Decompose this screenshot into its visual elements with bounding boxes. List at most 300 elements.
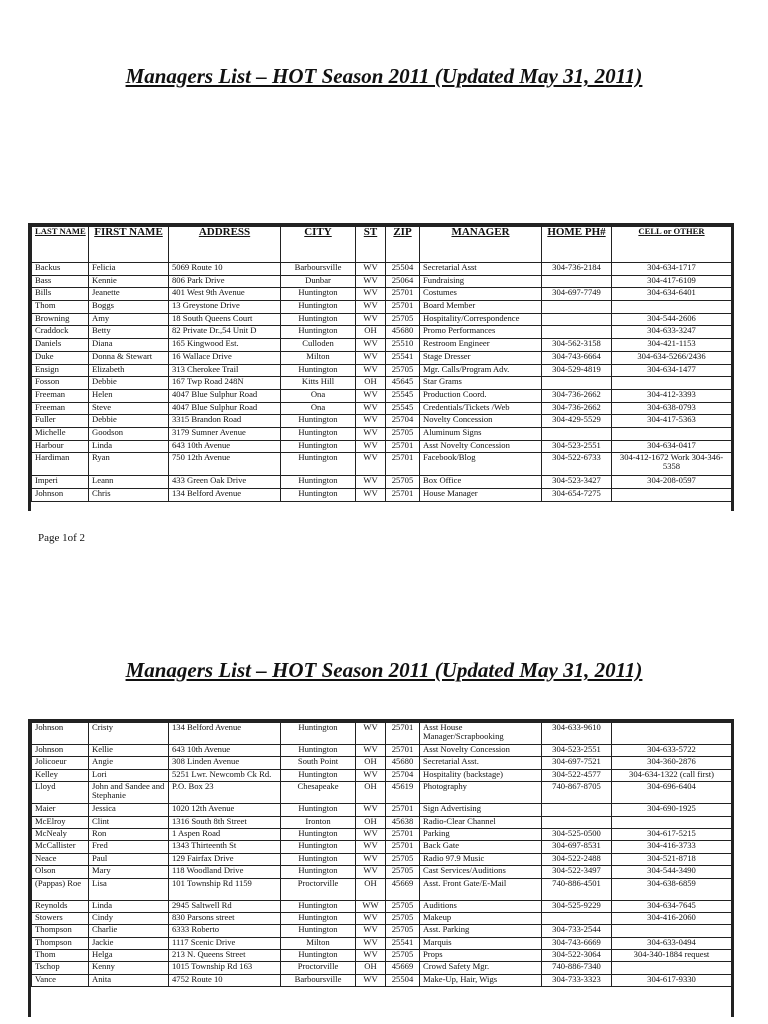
cell-city: Proctorville — [281, 878, 356, 900]
cell-city: Huntington — [281, 489, 356, 502]
cell-last-name: Freeman — [32, 389, 89, 402]
cell-first-name: Diana — [89, 339, 169, 352]
cell-city: Huntington — [281, 313, 356, 326]
cell-home-phone — [542, 804, 612, 816]
cell-state: OH — [356, 782, 386, 804]
cell-home-phone — [542, 912, 612, 924]
cell-first-name: Kenny — [89, 962, 169, 974]
cell-address: 129 Fairfax Drive — [169, 853, 281, 865]
cell-manager: Radio 97.9 Music — [420, 853, 542, 865]
cell-first-name: Kellie — [89, 745, 169, 757]
cell-city: Huntington — [281, 925, 356, 937]
cell-cell-other: 304-634-6401 — [612, 288, 732, 301]
cell-city: Culloden — [281, 339, 356, 352]
cell-cell-other: 304-417-6109 — [612, 275, 732, 288]
cell-state: WV — [356, 925, 386, 937]
cell-city: Barboursville — [281, 263, 356, 276]
cell-manager: Secretarial Asst — [420, 263, 542, 276]
table-row — [32, 263, 732, 276]
cell-manager: Asst Novelty Concession — [420, 745, 542, 757]
cell-home-phone: 304-697-7521 — [542, 757, 612, 769]
cell-first-name: Debbie — [89, 415, 169, 428]
cell-address: 806 Park Drive — [169, 275, 281, 288]
cell-first-name: Linda — [89, 440, 169, 453]
cell-state: WV — [356, 769, 386, 781]
cell-address: 1 Aspen Road — [169, 828, 281, 840]
cell-zip: 25541 — [386, 351, 420, 364]
cell-city: Milton — [281, 937, 356, 949]
cell-zip: 25504 — [386, 263, 420, 276]
cell-last-name: Ensign — [32, 364, 89, 377]
cell-city: South Point — [281, 757, 356, 769]
cell-state: WV — [356, 351, 386, 364]
cell-home-phone: 304-736-2184 — [542, 263, 612, 276]
cell-zip: 45619 — [386, 782, 420, 804]
cell-last-name: Daniels — [32, 339, 89, 352]
cell-home-phone — [542, 377, 612, 390]
cell-cell-other: 304-634-1717 — [612, 263, 732, 276]
header-home-phone: HOME PH# — [542, 227, 612, 263]
cell-last-name: McElroy — [32, 816, 89, 828]
cell-address: 830 Parsons street — [169, 912, 281, 924]
cell-city: Huntington — [281, 427, 356, 440]
table-row — [32, 326, 732, 339]
table-row — [32, 489, 732, 502]
cell-state: WV — [356, 402, 386, 415]
cell-first-name: Lisa — [89, 878, 169, 900]
cell-state: WV — [356, 440, 386, 453]
cell-first-name: Jeanette — [89, 288, 169, 301]
cell-manager: Novelty Concession — [420, 415, 542, 428]
cell-zip: 45645 — [386, 377, 420, 390]
cell-manager: Props — [420, 950, 542, 962]
cell-city: Huntington — [281, 745, 356, 757]
page-title-2: Managers List – HOT Season 2011 (Updated May 31, 2011) — [125, 658, 643, 682]
cell-state: WV — [356, 950, 386, 962]
cell-first-name: Steve — [89, 402, 169, 415]
cell-cell-other: 304-417-5363 — [612, 415, 732, 428]
cell-state: WV — [356, 415, 386, 428]
cell-last-name: McNealy — [32, 828, 89, 840]
cell-first-name: Jessica — [89, 804, 169, 816]
cell-first-name: Felicia — [89, 263, 169, 276]
cell-manager: Parking — [420, 828, 542, 840]
cell-manager: Makeup — [420, 912, 542, 924]
cell-home-phone: 304-522-3497 — [542, 866, 612, 878]
cell-last-name: Jolicoeur — [32, 757, 89, 769]
cell-state: OH — [356, 377, 386, 390]
cell-first-name: Linda — [89, 900, 169, 912]
cell-address: 118 Woodland Drive — [169, 866, 281, 878]
cell-city: Huntington — [281, 769, 356, 781]
cell-first-name: Fred — [89, 841, 169, 853]
table-row — [32, 769, 732, 781]
cell-zip: 25701 — [386, 804, 420, 816]
cell-home-phone: 304-522-4577 — [542, 769, 612, 781]
cell-home-phone: 304-633-9610 — [542, 723, 612, 745]
cell-first-name: Helga — [89, 950, 169, 962]
cell-address: 1343 Thirteenth St — [169, 841, 281, 853]
cell-state: WV — [356, 364, 386, 377]
cell-cell-other — [612, 925, 732, 937]
cell-home-phone: 304-743-6664 — [542, 351, 612, 364]
cell-cell-other: 304-634-7645 — [612, 900, 732, 912]
cell-address: 2945 Saltwell Rd — [169, 900, 281, 912]
header-first-name: FIRST NAME — [89, 227, 169, 263]
table-row — [32, 723, 732, 745]
cell-first-name: Charlie — [89, 925, 169, 937]
cell-cell-other: 304-690-1925 — [612, 804, 732, 816]
cell-address: 167 Twp Road 248N — [169, 377, 281, 390]
cell-last-name: Stowers — [32, 912, 89, 924]
cell-manager: Auditions — [420, 900, 542, 912]
cell-state: WV — [356, 313, 386, 326]
cell-cell-other — [612, 962, 732, 974]
cell-state: OH — [356, 878, 386, 900]
cell-first-name: Paul — [89, 853, 169, 865]
cell-zip: 25545 — [386, 402, 420, 415]
cell-first-name: Debbie — [89, 377, 169, 390]
cell-first-name: Anita — [89, 974, 169, 986]
cell-state: WV — [356, 476, 386, 489]
table-row — [32, 301, 732, 314]
table-row — [32, 288, 732, 301]
cell-address: 1117 Scenic Drive — [169, 937, 281, 949]
cell-cell-other: 304-340-1884 request — [612, 950, 732, 962]
cell-city: Huntington — [281, 301, 356, 314]
cell-last-name: Kelley — [32, 769, 89, 781]
cell-address: 313 Cherokee Trail — [169, 364, 281, 377]
cell-home-phone: 304-525-9229 — [542, 900, 612, 912]
cell-first-name: John and Sandee and Stephanie — [89, 782, 169, 804]
cell-zip: 25064 — [386, 275, 420, 288]
cell-address: 3315 Brandon Road — [169, 415, 281, 428]
cell-address: 82 Private Dr.,54 Unit D — [169, 326, 281, 339]
cell-state: WV — [356, 745, 386, 757]
cell-first-name: Chris — [89, 489, 169, 502]
cell-address: 134 Belford Avenue — [169, 489, 281, 502]
managers-table — [31, 226, 732, 502]
cell-first-name: Helen — [89, 389, 169, 402]
cell-city: Huntington — [281, 415, 356, 428]
table-row — [32, 275, 732, 288]
table-row — [32, 782, 732, 804]
cell-manager: Box Office — [420, 476, 542, 489]
cell-home-phone: 304-743-6669 — [542, 937, 612, 949]
cell-cell-other: 304-638-0793 — [612, 402, 732, 415]
cell-manager: Facebook/Blog — [420, 453, 542, 476]
cell-home-phone: 304-522-2488 — [542, 853, 612, 865]
table-row — [32, 974, 732, 986]
cell-cell-other: 304-617-5215 — [612, 828, 732, 840]
cell-home-phone: 304-733-3323 — [542, 974, 612, 986]
cell-manager: Aluminum Signs — [420, 427, 542, 440]
table-row — [32, 427, 732, 440]
cell-address: 308 Linden Avenue — [169, 757, 281, 769]
cell-city: Barboursville — [281, 974, 356, 986]
cell-city: Huntington — [281, 950, 356, 962]
table-row — [32, 402, 732, 415]
header-address: ADDRESS — [169, 227, 281, 263]
cell-address: 433 Green Oak Drive — [169, 476, 281, 489]
cell-cell-other: 304-633-3247 — [612, 326, 732, 339]
cell-home-phone — [542, 326, 612, 339]
cell-manager: Credentials/Tickets /Web — [420, 402, 542, 415]
cell-state: WV — [356, 723, 386, 745]
cell-last-name: Thompson — [32, 925, 89, 937]
cell-city: Huntington — [281, 476, 356, 489]
cell-first-name: Boggs — [89, 301, 169, 314]
cell-city: Huntington — [281, 828, 356, 840]
cell-first-name: Cindy — [89, 912, 169, 924]
cell-zip: 25504 — [386, 974, 420, 986]
cell-last-name: Browning — [32, 313, 89, 326]
cell-home-phone: 304-523-2551 — [542, 745, 612, 757]
cell-zip: 25701 — [386, 440, 420, 453]
cell-manager: Asst. Parking — [420, 925, 542, 937]
cell-zip: 25705 — [386, 853, 420, 865]
cell-address: 16 Wallace Drive — [169, 351, 281, 364]
cell-city: Huntington — [281, 900, 356, 912]
cell-manager: Asst Novelty Concession — [420, 440, 542, 453]
cell-zip: 25545 — [386, 389, 420, 402]
cell-state: WV — [356, 866, 386, 878]
cell-cell-other: 304-412-3393 — [612, 389, 732, 402]
cell-last-name: Neace — [32, 853, 89, 865]
table-row — [32, 453, 732, 476]
cell-zip: 25701 — [386, 301, 420, 314]
table-row — [32, 900, 732, 912]
cell-last-name: (Pappas) Roe — [32, 878, 89, 900]
table-row — [32, 476, 732, 489]
cell-zip: 45680 — [386, 757, 420, 769]
cell-address: 165 Kingwood Est. — [169, 339, 281, 352]
cell-manager: Sign Advertising — [420, 804, 542, 816]
cell-home-phone: 304-733-2544 — [542, 925, 612, 937]
header-zip: ZIP — [386, 227, 420, 263]
cell-cell-other: 304-412-1672 Work 304-346-5358 — [612, 453, 732, 476]
cell-address: 5069 Route 10 — [169, 263, 281, 276]
cell-city: Huntington — [281, 453, 356, 476]
cell-city: Chesapeake — [281, 782, 356, 804]
cell-zip: 25701 — [386, 489, 420, 502]
cell-last-name: Thompson — [32, 937, 89, 949]
table-row — [32, 816, 732, 828]
cell-zip: 25541 — [386, 937, 420, 949]
cell-address: 13 Greystone Drive — [169, 301, 281, 314]
cell-home-phone: 304-736-2662 — [542, 389, 612, 402]
cell-home-phone: 740-886-4501 — [542, 878, 612, 900]
cell-last-name: Maier — [32, 804, 89, 816]
cell-address: 6333 Roberto — [169, 925, 281, 937]
cell-address: 4047 Blue Sulphur Road — [169, 402, 281, 415]
cell-home-phone: 304-522-3064 — [542, 950, 612, 962]
cell-cell-other: 304-634-5266/2436 — [612, 351, 732, 364]
cell-cell-other: 304-633-0494 — [612, 937, 732, 949]
page-number: Page 1of 2 — [38, 532, 86, 544]
cell-city: Huntington — [281, 440, 356, 453]
cell-state: WV — [356, 489, 386, 502]
cell-manager: Hospitality (backstage) — [420, 769, 542, 781]
table-row — [32, 828, 732, 840]
cell-last-name: Bass — [32, 275, 89, 288]
cell-zip: 25705 — [386, 950, 420, 962]
cell-home-phone — [542, 301, 612, 314]
cell-state: OH — [356, 326, 386, 339]
table-row — [32, 841, 732, 853]
table-row — [32, 339, 732, 352]
cell-last-name: Vance — [32, 974, 89, 986]
cell-city: Huntington — [281, 853, 356, 865]
cell-zip: 25701 — [386, 828, 420, 840]
cell-zip: 25510 — [386, 339, 420, 352]
cell-first-name: Goodson — [89, 427, 169, 440]
header-manager: MANAGER — [420, 227, 542, 263]
cell-state: WW — [356, 900, 386, 912]
table-row — [32, 351, 732, 364]
cell-zip: 25705 — [386, 427, 420, 440]
cell-manager: Production Coord. — [420, 389, 542, 402]
cell-address: 1015 Township Rd 163 — [169, 962, 281, 974]
cell-state: WV — [356, 263, 386, 276]
cell-address: 5251 Lwr. Newcomb Ck Rd. — [169, 769, 281, 781]
cell-address: 4047 Blue Sulphur Road — [169, 389, 281, 402]
cell-manager: Asst House Manager/Scrapbooking — [420, 723, 542, 745]
cell-state: WV — [356, 841, 386, 853]
cell-manager: Promo Performances — [420, 326, 542, 339]
cell-zip: 45638 — [386, 816, 420, 828]
cell-first-name: Angie — [89, 757, 169, 769]
cell-cell-other: 304-544-3490 — [612, 866, 732, 878]
cell-manager: Cast Services/Auditions — [420, 866, 542, 878]
cell-city: Proctorville — [281, 962, 356, 974]
cell-first-name: Ryan — [89, 453, 169, 476]
cell-city: Milton — [281, 351, 356, 364]
cell-manager: Restroom Engineer — [420, 339, 542, 352]
table-row — [32, 950, 732, 962]
cell-zip: 25705 — [386, 866, 420, 878]
header-last-name: LAST NAME — [32, 227, 89, 263]
cell-city: Huntington — [281, 723, 356, 745]
cell-city: Ona — [281, 402, 356, 415]
cell-home-phone: 304-525-0500 — [542, 828, 612, 840]
cell-first-name: Betty — [89, 326, 169, 339]
cell-zip: 25701 — [386, 723, 420, 745]
cell-state: WV — [356, 453, 386, 476]
cell-home-phone: 304-697-7749 — [542, 288, 612, 301]
cell-zip: 45680 — [386, 326, 420, 339]
cell-last-name: Imperi — [32, 476, 89, 489]
cell-manager: Secretarial Asst. — [420, 757, 542, 769]
cell-manager: Photography — [420, 782, 542, 804]
cell-manager: Stage Dresser — [420, 351, 542, 364]
table-row — [32, 878, 732, 900]
table-row — [32, 866, 732, 878]
cell-state: WV — [356, 275, 386, 288]
cell-last-name: Olson — [32, 866, 89, 878]
cell-state: OH — [356, 962, 386, 974]
cell-cell-other: 304-638-6859 — [612, 878, 732, 900]
cell-zip: 25701 — [386, 453, 420, 476]
cell-zip: 25701 — [386, 841, 420, 853]
cell-last-name: Fuller — [32, 415, 89, 428]
table-row — [32, 925, 732, 937]
cell-cell-other — [612, 816, 732, 828]
cell-city: Huntington — [281, 866, 356, 878]
cell-address: 643 10th Avenue — [169, 745, 281, 757]
cell-home-phone: 740-867-8705 — [542, 782, 612, 804]
cell-zip: 25704 — [386, 415, 420, 428]
cell-state: WV — [356, 937, 386, 949]
table-row — [32, 962, 732, 974]
cell-home-phone — [542, 313, 612, 326]
cell-first-name: Jackie — [89, 937, 169, 949]
cell-last-name: Johnson — [32, 489, 89, 502]
cell-manager: Asst. Front Gate/E-Mail — [420, 878, 542, 900]
cell-cell-other: 304-634-1477 — [612, 364, 732, 377]
cell-first-name: Mary — [89, 866, 169, 878]
cell-address: 134 Belford Avenue — [169, 723, 281, 745]
cell-state: WV — [356, 804, 386, 816]
cell-last-name: Harbour — [32, 440, 89, 453]
cell-last-name: Duke — [32, 351, 89, 364]
cell-cell-other: 304-617-9330 — [612, 974, 732, 986]
cell-last-name: Tschop — [32, 962, 89, 974]
cell-cell-other: 304-544-2606 — [612, 313, 732, 326]
cell-last-name: Fosson — [32, 377, 89, 390]
cell-city: Huntington — [281, 364, 356, 377]
cell-zip: 25705 — [386, 925, 420, 937]
managers-table-2 — [31, 722, 732, 987]
cell-cell-other: 304-360-2876 — [612, 757, 732, 769]
cell-home-phone — [542, 275, 612, 288]
cell-last-name: Johnson — [32, 723, 89, 745]
header-city: CITY — [281, 227, 356, 263]
cell-last-name: McCallister — [32, 841, 89, 853]
cell-manager: Make-Up, Hair, Wigs — [420, 974, 542, 986]
cell-last-name: Thom — [32, 301, 89, 314]
table-row — [32, 804, 732, 816]
cell-zip: 25701 — [386, 288, 420, 301]
cell-city: Ironton — [281, 816, 356, 828]
cell-first-name: Ron — [89, 828, 169, 840]
cell-home-phone: 304-736-2662 — [542, 402, 612, 415]
cell-manager: Back Gate — [420, 841, 542, 853]
cell-address: 401 West 9th Avenue — [169, 288, 281, 301]
header-cell-other: CELL or OTHER — [612, 227, 732, 263]
cell-state: WV — [356, 389, 386, 402]
cell-state: WV — [356, 912, 386, 924]
cell-last-name: Bills — [32, 288, 89, 301]
cell-address: 750 12th Avenue — [169, 453, 281, 476]
cell-home-phone: 304-529-4819 — [542, 364, 612, 377]
cell-home-phone — [542, 427, 612, 440]
cell-first-name: Leann — [89, 476, 169, 489]
cell-city: Huntington — [281, 326, 356, 339]
cell-first-name: Donna & Stewart — [89, 351, 169, 364]
table-row — [32, 377, 732, 390]
cell-state: OH — [356, 816, 386, 828]
cell-first-name: Kennie — [89, 275, 169, 288]
cell-cell-other: 304-634-1322 (call first) — [612, 769, 732, 781]
table-row — [32, 745, 732, 757]
cell-last-name: Lloyd — [32, 782, 89, 804]
cell-last-name: Backus — [32, 263, 89, 276]
cell-state: WV — [356, 339, 386, 352]
cell-home-phone: 304-429-5529 — [542, 415, 612, 428]
cell-last-name: Michelle — [32, 427, 89, 440]
cell-cell-other: 304-634-0417 — [612, 440, 732, 453]
